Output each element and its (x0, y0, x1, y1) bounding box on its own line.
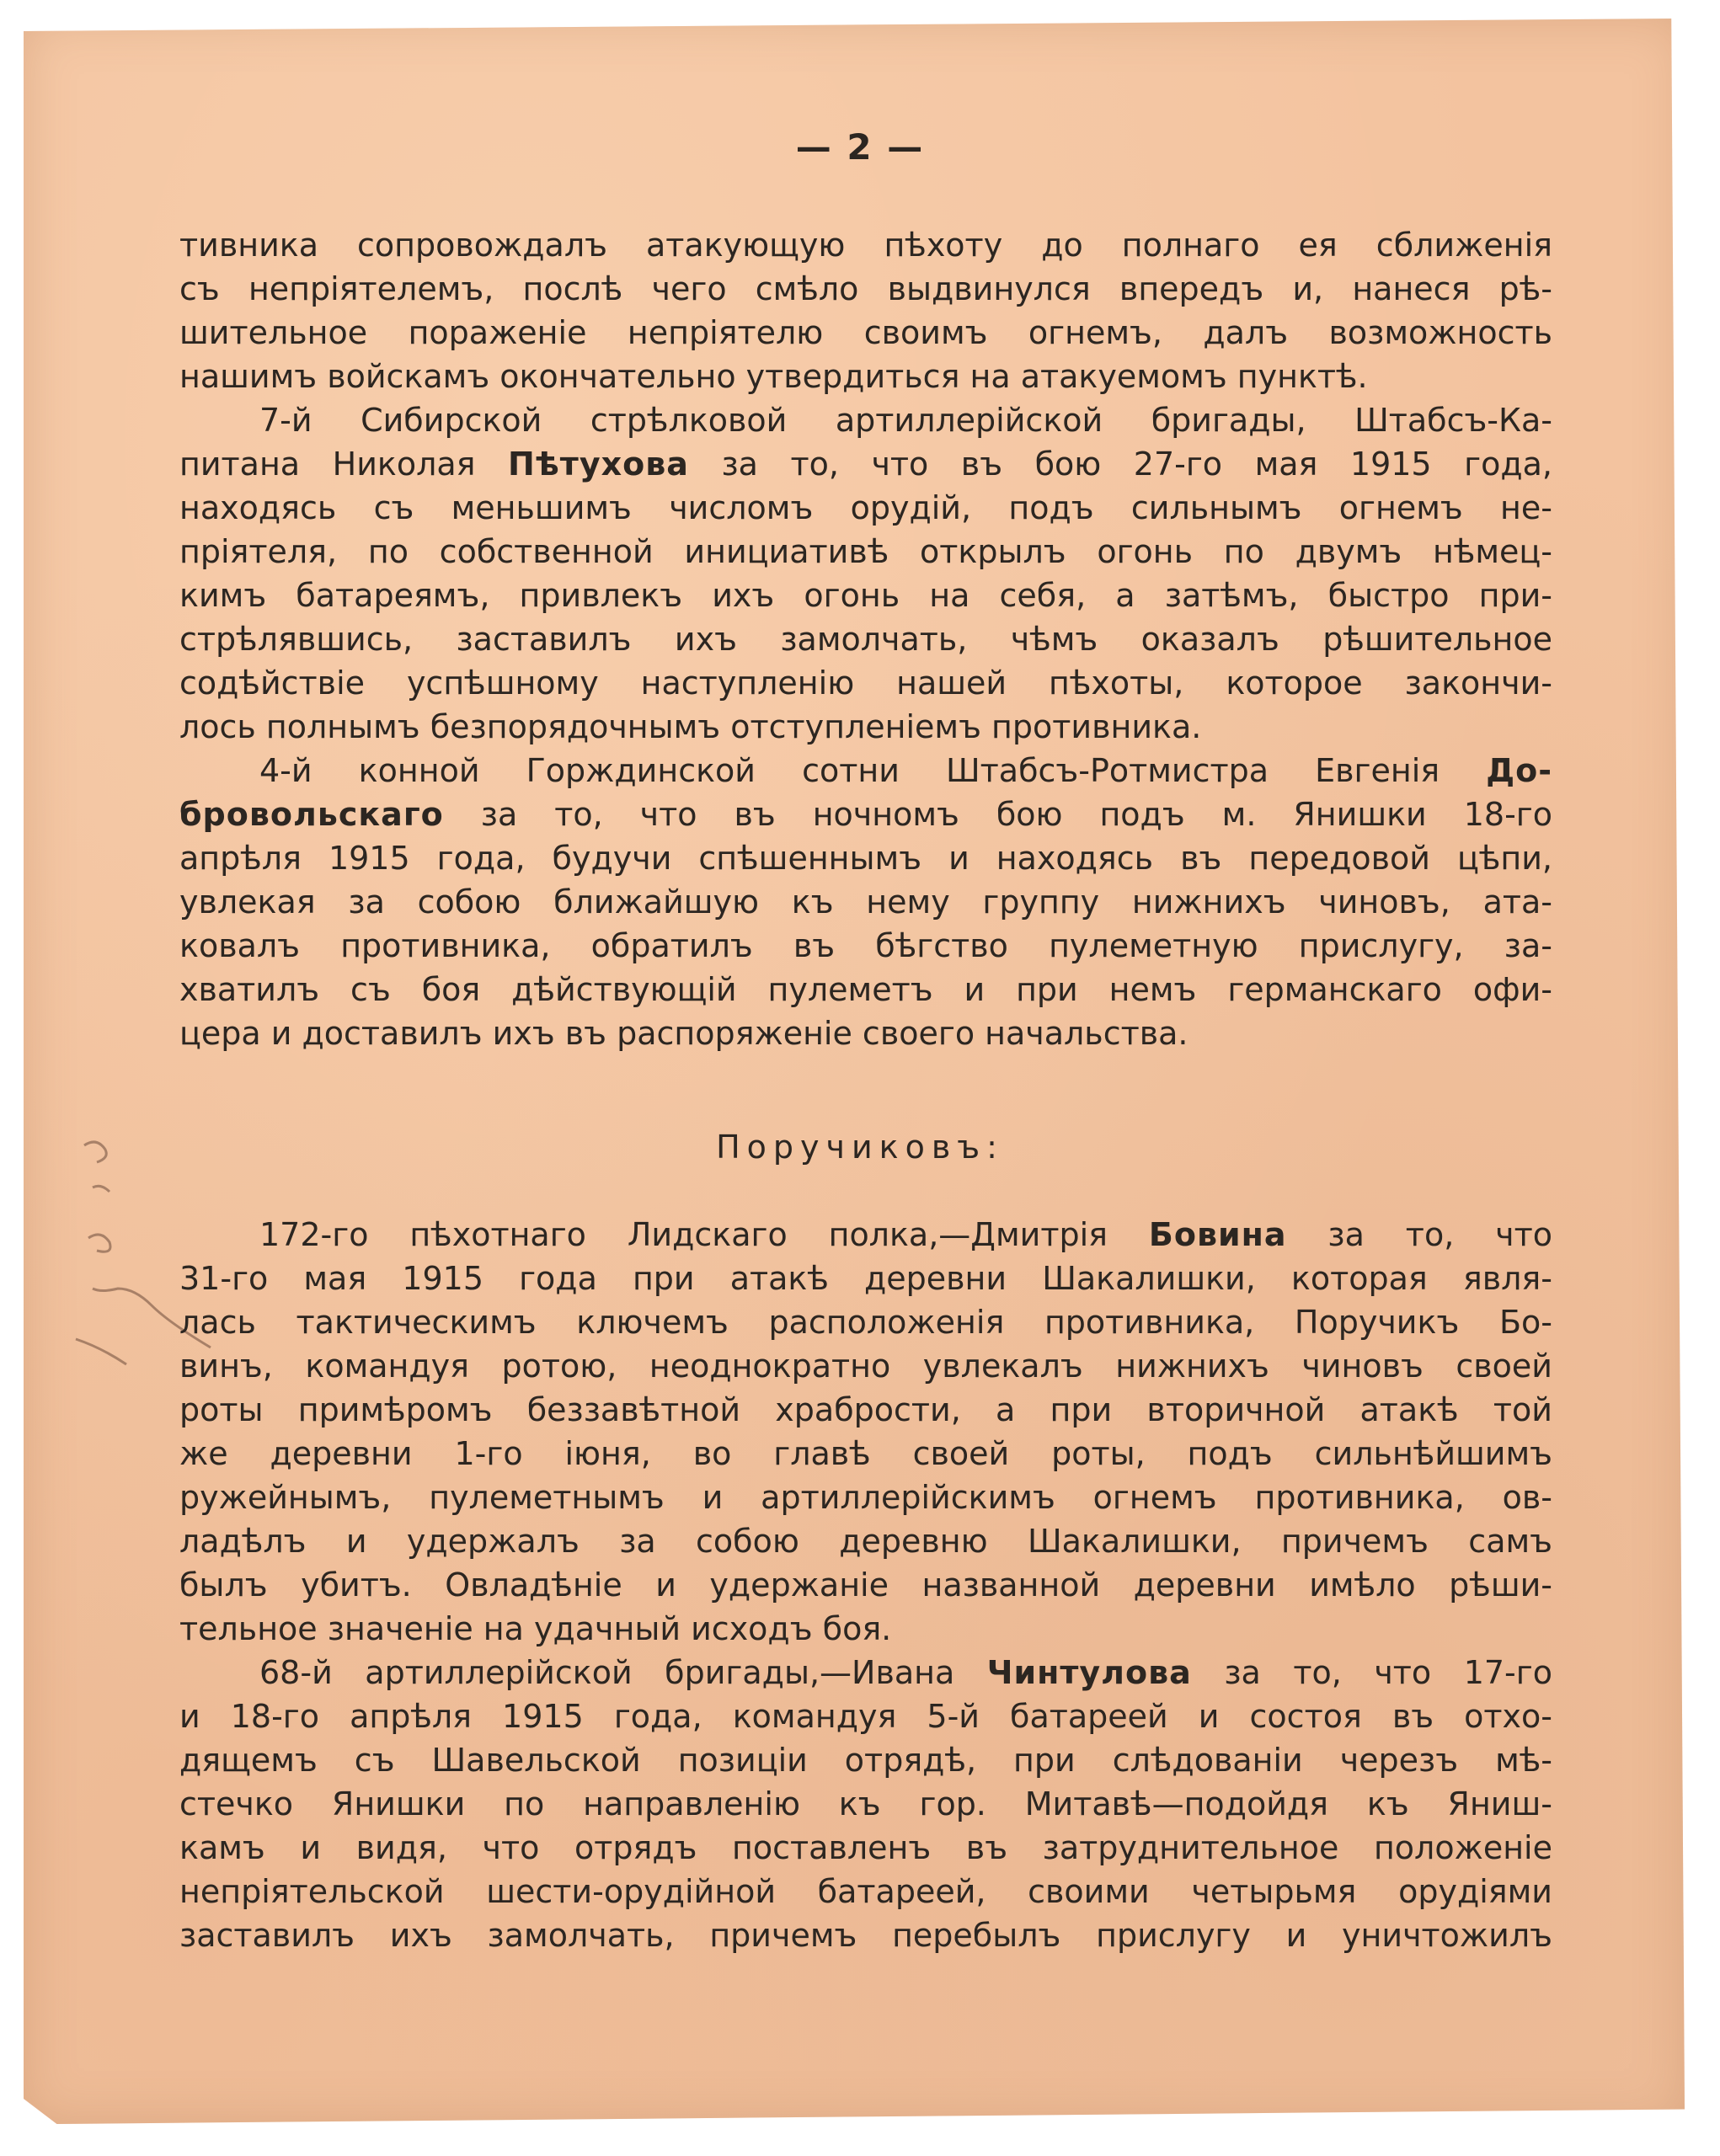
text-line: непріятельской шести-орудійной батареей, своими четырьмя орудіями (179, 1873, 1552, 1910)
text-line: нашимъ войскамъ окончательно утвердиться на атакуемомъ пунктѣ. (179, 358, 1368, 395)
text-line: камъ и видя, что отрядъ поставленъ въ затруднительное положеніе (179, 1829, 1552, 1866)
text-line: питана Николая Пѣтухова за то, что въ бою 27-го мая 1915 года, (179, 446, 1552, 483)
text-line: 7-й Сибирской стрѣлковой артиллерійской бригады, Штабсъ-Ка- (259, 402, 1552, 439)
text-line: винъ, командуя ротою, неоднократно увлекалъ нижнихъ чиновъ своей (179, 1348, 1552, 1385)
text-line: увлекая за собою ближайшую къ нему группу нижнихъ чиновъ, ата- (179, 883, 1552, 921)
text-line: ладѣлъ и удержалъ за собою деревню Шакалишки, причемъ самъ (179, 1523, 1552, 1560)
text-line: лась тактическимъ ключемъ расположенія противника, Поручикъ Бо- (179, 1304, 1552, 1341)
person-name: Бовина (1148, 1216, 1287, 1253)
person-name: Пѣтухова (508, 446, 689, 483)
text-line: ружейнымъ, пулеметнымъ и артиллерійскимъ огнемъ противника, ов- (179, 1479, 1552, 1516)
person-name: Чинтулова (986, 1654, 1192, 1691)
award-text-bottom (179, 1213, 1552, 1957)
text-line: былъ убитъ. Овладѣніе и удержаніе названной деревни имѣло рѣши- (179, 1566, 1552, 1604)
text-line: бровольскаго за то, что въ ночномъ бою подъ м. Янишки 18-го (179, 796, 1552, 833)
text-line: съ непріятелемъ, послѣ чего смѣло выдвинулся впередъ и, нанеся рѣ- (179, 270, 1552, 307)
text-line: дящемъ съ Шавельской позиціи отрядѣ, при слѣдованіи черезъ мѣ- (179, 1742, 1552, 1779)
text-line: и 18-го апрѣля 1915 года, командуя 5-й батареей и состоя въ отхо- (179, 1698, 1552, 1735)
text-line: тивника сопровождалъ атакующую пѣхоту до полнаго ея сближенія (179, 227, 1552, 264)
text-line: цера и доставилъ ихъ въ распоряженіе своего начальства. (179, 1015, 1189, 1052)
page-number: — 2 — (795, 126, 925, 168)
text-line: 172-го пѣхотнаго Лидскаго полка,—Дмитрія Бовина за то, что (259, 1216, 1552, 1253)
text-line: заставилъ ихъ замолчать, причемъ перебылъ прислугу и уничтожилъ (179, 1917, 1552, 1954)
text-line: же деревни 1-го іюня, во главѣ своей роты, подъ сильнѣйшимъ (179, 1435, 1552, 1472)
text-line: тельное значеніе на удачный исходъ боя. (179, 1610, 892, 1647)
text-line: находясь съ меньшимъ числомъ орудій, подъ сильнымъ огнемъ не- (179, 489, 1552, 526)
text-line: шительное пораженіе непріятелю своимъ огнемъ, далъ возможность (179, 314, 1552, 351)
text-line: содѣйствіе успѣшному наступленію нашей пѣхоты, которое закончи- (179, 664, 1552, 702)
section-heading: Поручиковъ: (716, 1129, 1004, 1166)
text-line: пріятеля, по собственной инициативѣ открылъ огонь по двумъ нѣмец- (179, 533, 1552, 570)
person-name: бровольскаго (179, 796, 444, 833)
text-line: 4-й конной Горждинской сотни Штабсъ-Ротмистра Евгенія До- (259, 752, 1552, 789)
text-line: хватилъ съ боя дѣйствующій пулеметъ и при немъ германскаго офи- (179, 971, 1552, 1008)
text-line: лось полнымъ безпорядочнымъ отступленіемъ противника. (179, 708, 1202, 745)
text-line: ковалъ противника, обратилъ въ бѣгство пулеметную прислугу, за- (179, 927, 1552, 964)
text-line: апрѣля 1915 года, будучи спѣшеннымъ и находясь въ передовой цѣпи, (179, 840, 1552, 877)
text-line: кимъ батареямъ, привлекъ ихъ огонь на себя, а затѣмъ, быстро при- (179, 577, 1552, 614)
text-line: стечко Янишки по направленію къ гор. Митавѣ—подойдя къ Яниш- (179, 1785, 1552, 1822)
text-line: стрѣлявшись, заставилъ ихъ замолчать, чѣмъ оказалъ рѣшительное (179, 621, 1552, 658)
text-line: 68-й артиллерійской бригады,—Ивана Чинтулова за то, что 17-го (259, 1654, 1552, 1691)
text-line: роты примѣромъ беззавѣтной храбрости, а при вторичной атакѣ той (179, 1391, 1552, 1428)
person-name: До- (1486, 752, 1552, 789)
award-text-top (179, 223, 1552, 1055)
text-line: 31-го мая 1915 года при атакѣ деревни Шакалишки, которая явля- (179, 1260, 1552, 1297)
